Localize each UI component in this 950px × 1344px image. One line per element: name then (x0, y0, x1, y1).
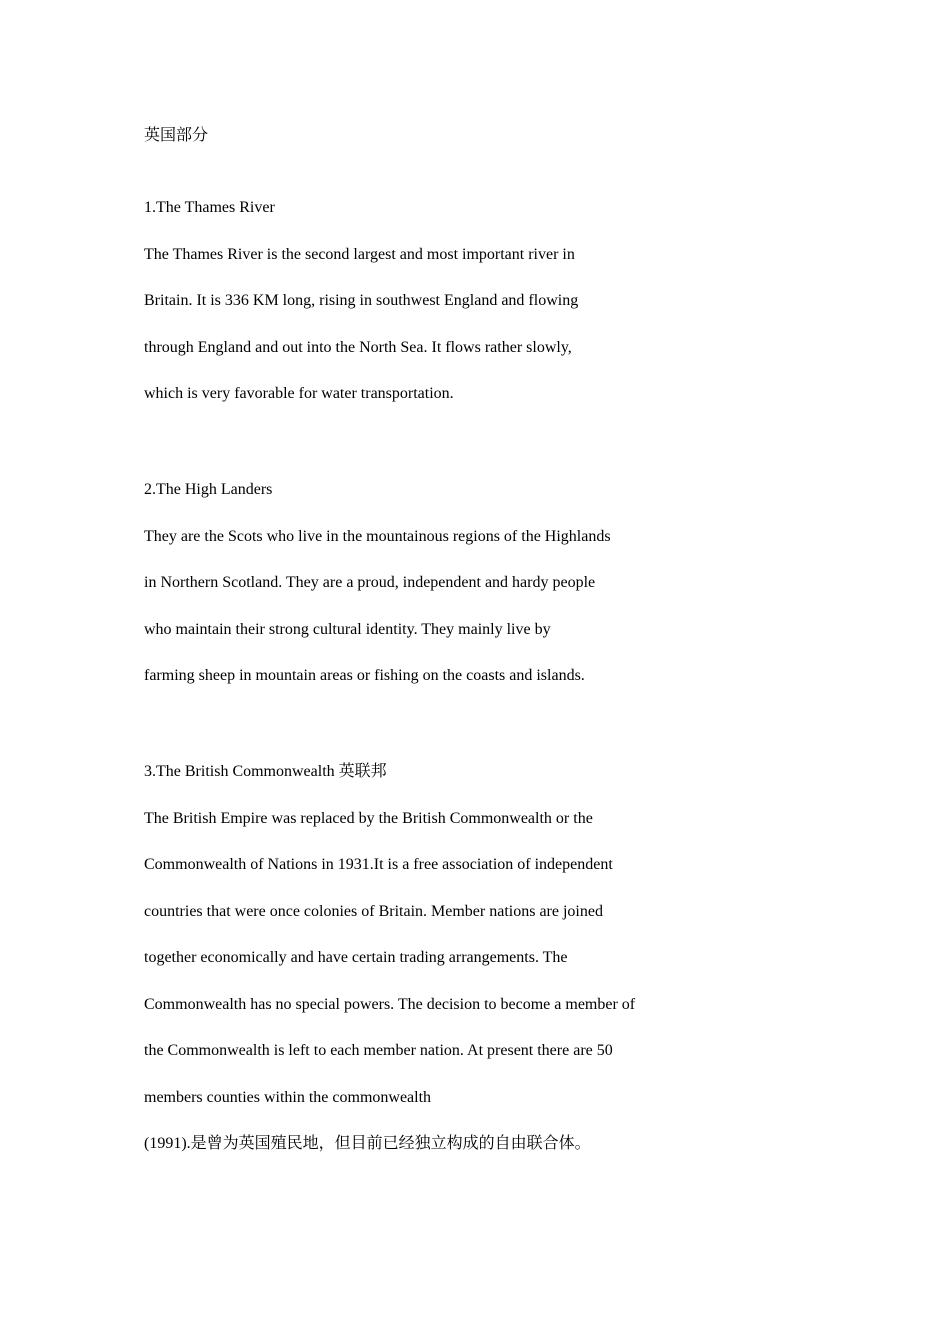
section-2-title: 2.The High Landers (144, 481, 273, 498)
section-3-line: together economically and have certain trading arrangements. The (144, 949, 568, 966)
section-1-line: Britain. It is 336 KM long, rising in southwest England and flowing (144, 292, 579, 309)
section-1-title: 1.The Thames River (144, 199, 275, 216)
section-3-line: countries that were once colonies of Britain. Member nations are joined (144, 903, 603, 920)
section-3-line: the Commonwealth is left to each member nation. At present there are 50 (144, 1042, 613, 1059)
section-3-line: The British Empire was replaced by the British Commonwealth or the (144, 810, 593, 827)
section-3-line: Commonwealth has no special powers. The decision to become a member of (144, 996, 636, 1013)
section-1-line: which is very favorable for water transportation. (144, 385, 454, 402)
section-2-line: farming sheep in mountain areas or fishing on the coasts and islands. (144, 667, 585, 684)
section-3-line: (1991).是曾为英国殖民地，但目前已经独立构成的自由联合体。 (144, 1135, 591, 1152)
section-3-line: Commonwealth of Nations in 1931.It is a free association of independent (144, 856, 613, 873)
section-3-line: members counties within the commonwealth (144, 1089, 432, 1106)
section-2-line: who maintain their strong cultural identity. They mainly live by (144, 621, 551, 638)
section-1-line: The Thames River is the second largest and most important river in (144, 246, 575, 263)
section-2-line: They are the Scots who live in the mountainous regions of the Highlands (144, 528, 611, 545)
section-1-line: through England and out into the North Sea. It flows rather slowly, (144, 339, 572, 356)
document-heading: 英国部分 (144, 127, 209, 144)
section-2-line: in Northern Scotland. They are a proud, independent and hardy people (144, 574, 596, 591)
section-3-title: 3.The British Commonwealth 英联邦 (144, 763, 387, 780)
